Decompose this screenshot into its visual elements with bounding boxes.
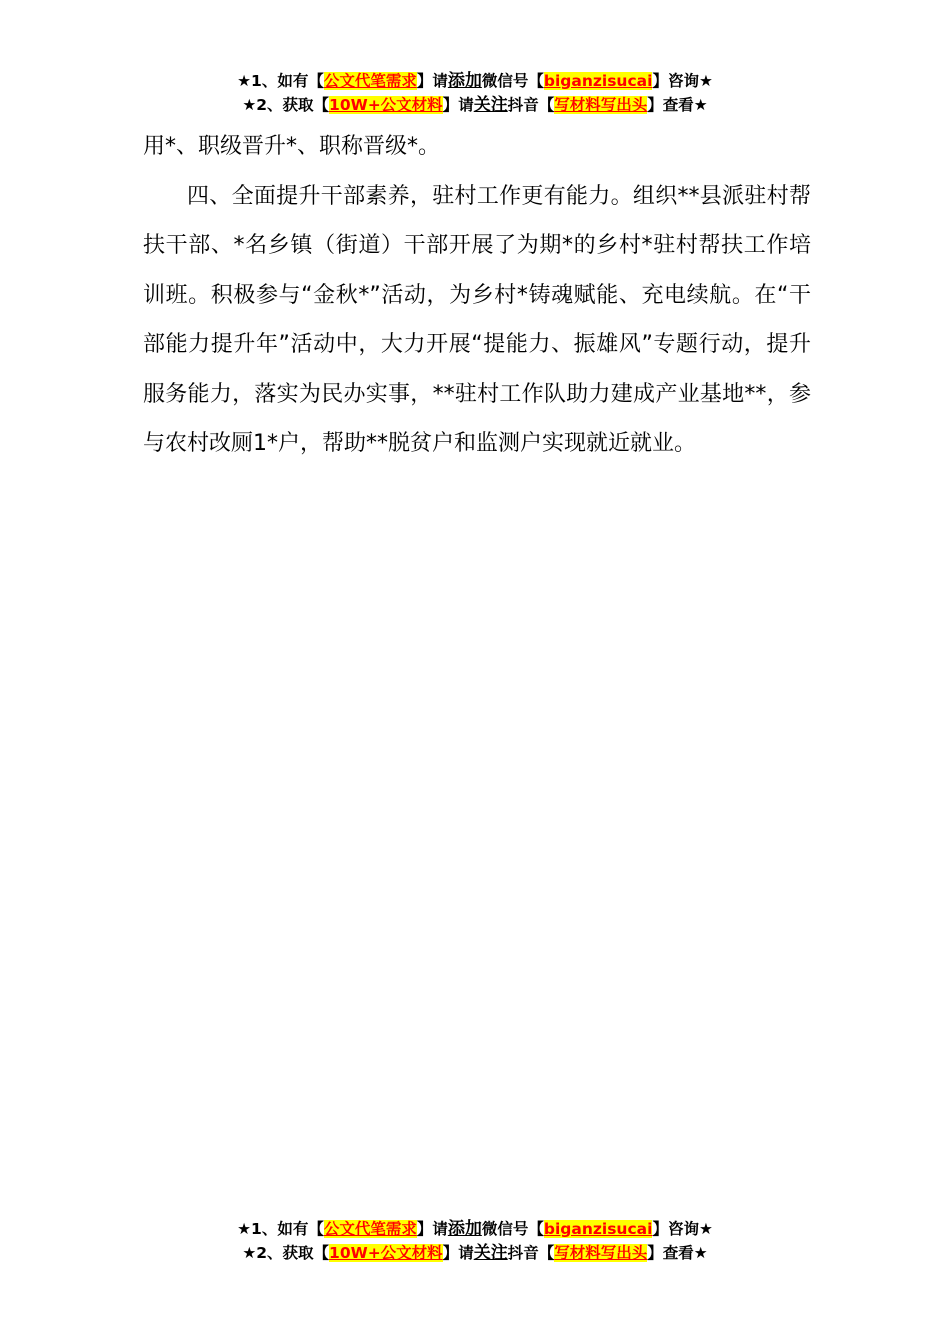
header-materials-highlight: 10W+公文材料 bbox=[329, 96, 443, 114]
header-line-1-prefix: ★1、如有【 bbox=[237, 72, 324, 90]
header-add-underlined: 添加 bbox=[447, 71, 482, 91]
header-wechat-id-highlight: biganzisucai bbox=[543, 72, 653, 90]
footer-line-1-prefix: ★1、如有【 bbox=[237, 1220, 324, 1238]
header-line-2-prefix: ★2、获取【 bbox=[242, 96, 330, 114]
header-line-2-text: 】请 bbox=[442, 96, 474, 114]
footer-wechat-id-highlight: biganzisucai bbox=[543, 1220, 653, 1238]
header-line-1-suffix: 】咨询★ bbox=[652, 72, 713, 90]
paragraph-four: 四、全面提升干部素养，驻村工作更有能力。组织**县派驻村帮扶干部、*名乡镇（街道）干部开展了为期*的乡村*驻村帮扶工作培训班。积极参与“金秋*”活动，为乡村*铸魂赋能、充电续航。在“干部能力提升年”活动中，大力开展“提能力、振雄风”专题行动，提升服务能力，落实为民办实事，**驻村工作队助力建成产业基地**，参与农村改厕1*户，帮助**脱贫户和监测户实现就近就业。 bbox=[143, 183, 811, 456]
footer-douyin-highlight: 写材料写出头 bbox=[554, 1244, 648, 1262]
continuation-line: 用*、职级晋升*、职称晋级*。 bbox=[143, 134, 441, 159]
header-line-1-text: 】请 bbox=[416, 72, 448, 90]
footer-add-underlined: 添加 bbox=[447, 1219, 482, 1239]
footer-line-1 bbox=[0, 1217, 950, 1241]
header-line-2-suffix: 】查看★ bbox=[647, 96, 708, 114]
header-service-highlight: 公文代笔需求 bbox=[323, 72, 417, 90]
header-line-2-text-2: 抖音【 bbox=[507, 96, 555, 114]
footer-service-highlight: 公文代笔需求 bbox=[323, 1220, 417, 1238]
footer-materials-highlight: 10W+公文材料 bbox=[329, 1244, 443, 1262]
document-body bbox=[143, 122, 811, 469]
footer-line-1-text-2: 微信号【 bbox=[481, 1220, 544, 1238]
header-line-2 bbox=[0, 93, 950, 117]
footer-line-1-suffix: 】咨询★ bbox=[652, 1220, 713, 1238]
footer-line-2-suffix: 】查看★ bbox=[647, 1244, 708, 1262]
footer-follow-underlined: 关注 bbox=[473, 1243, 508, 1263]
header-line-1-text-2: 微信号【 bbox=[481, 72, 544, 90]
footer-line-2 bbox=[0, 1241, 950, 1265]
header-follow-underlined: 关注 bbox=[473, 95, 508, 115]
footer-banner bbox=[0, 1217, 950, 1265]
footer-line-2-text-2: 抖音【 bbox=[507, 1244, 555, 1262]
header-line-1 bbox=[0, 69, 950, 93]
footer-line-2-prefix: ★2、获取【 bbox=[242, 1244, 330, 1262]
footer-line-1-text: 】请 bbox=[416, 1220, 448, 1238]
footer-line-2-text: 】请 bbox=[442, 1244, 474, 1262]
header-banner bbox=[0, 69, 950, 117]
header-douyin-highlight: 写材料写出头 bbox=[554, 96, 648, 114]
